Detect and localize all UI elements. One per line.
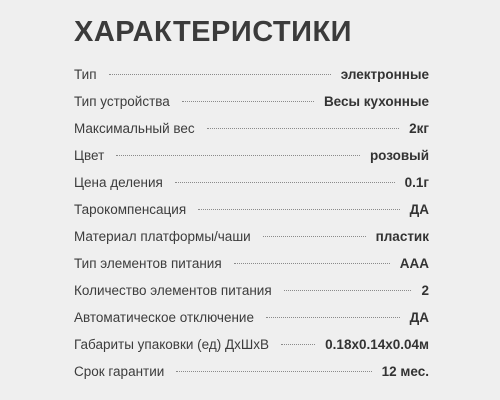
dotted-leader bbox=[116, 155, 360, 156]
dotted-leader bbox=[284, 290, 412, 291]
dotted-leader bbox=[207, 128, 399, 129]
dotted-leader bbox=[198, 209, 399, 210]
spec-label: Тип bbox=[74, 67, 97, 82]
dotted-leader bbox=[182, 101, 314, 102]
spec-row-package-dimensions bbox=[74, 331, 429, 358]
dotted-leader bbox=[263, 236, 366, 237]
spec-list bbox=[74, 61, 429, 385]
section-title: ХАРАКТЕРИСТИКИ bbox=[74, 16, 353, 48]
spec-value: ДА bbox=[409, 310, 429, 325]
spec-row-division bbox=[74, 169, 429, 196]
spec-value: 0.18x0.14x0.04м bbox=[325, 337, 429, 352]
spec-row-device-type bbox=[74, 88, 429, 115]
spec-label: Цвет bbox=[74, 148, 105, 163]
dotted-leader bbox=[281, 344, 315, 345]
spec-row-battery-count bbox=[74, 277, 429, 304]
spec-label: Максимальный вес bbox=[74, 121, 195, 136]
spec-label: Материал платформы/чаши bbox=[74, 229, 251, 244]
spec-row-battery-type bbox=[74, 250, 429, 277]
spec-row-max-weight bbox=[74, 115, 429, 142]
spec-value: ДА bbox=[409, 202, 429, 217]
dotted-leader bbox=[176, 371, 371, 372]
spec-row-auto-off bbox=[74, 304, 429, 331]
spec-label: Тип устройства bbox=[74, 94, 170, 109]
dotted-leader bbox=[175, 182, 395, 183]
spec-value: пластик bbox=[375, 229, 429, 244]
spec-label: Цена деления bbox=[74, 175, 163, 190]
spec-label: Тип элементов питания bbox=[74, 256, 222, 271]
dotted-leader bbox=[109, 74, 331, 75]
spec-row-material bbox=[74, 223, 429, 250]
spec-value: 2 bbox=[421, 283, 429, 298]
spec-row-type bbox=[74, 61, 429, 88]
spec-value: электронные bbox=[340, 67, 429, 82]
dotted-leader bbox=[266, 317, 400, 318]
spec-label: Срок гарантии bbox=[74, 364, 165, 379]
spec-row-tare bbox=[74, 196, 429, 223]
spec-label: Тарокомпенсация bbox=[74, 202, 187, 217]
spec-label: Габариты упаковки (ед) ДхШхВ bbox=[74, 337, 270, 352]
spec-label: Количество элементов питания bbox=[74, 283, 272, 298]
spec-value: розовый bbox=[369, 148, 429, 163]
dotted-leader bbox=[234, 263, 390, 264]
spec-value: 0.1г bbox=[404, 175, 429, 190]
spec-value: AAA bbox=[399, 256, 429, 271]
spec-value: 2кг bbox=[409, 121, 429, 136]
spec-value: 12 мес. bbox=[381, 364, 429, 379]
spec-value: Весы кухонные bbox=[323, 94, 429, 109]
spec-label: Автоматическое отключение bbox=[74, 310, 254, 325]
spec-row-color bbox=[74, 142, 429, 169]
spec-row-warranty bbox=[74, 358, 429, 385]
